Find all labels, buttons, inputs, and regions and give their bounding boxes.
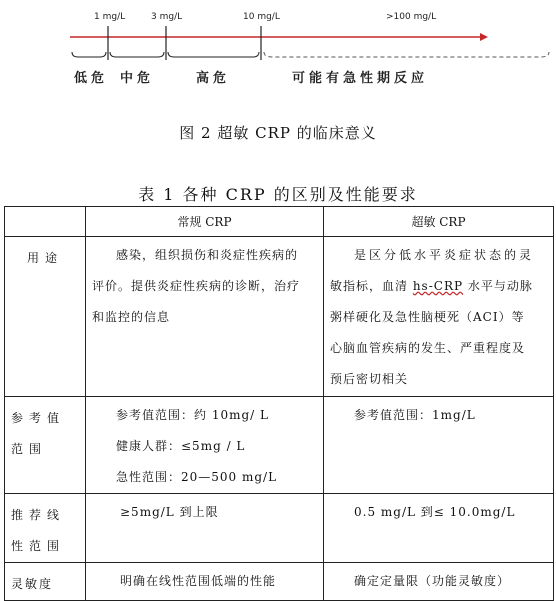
crp-comparison-table <box>4 206 554 601</box>
axis-arrowhead <box>480 33 488 41</box>
crp-risk-diagram <box>0 0 556 105</box>
cell-line: 确定定量限（功能灵敏度） <box>354 574 511 588</box>
cell-line: 感染，组织损伤和炎症性疾病的 <box>116 248 299 262</box>
regular-usage-cell <box>86 237 324 397</box>
hs-linear-cell <box>324 494 554 563</box>
tick-label-100mg: >100 mg/L <box>386 12 437 22</box>
tick-label-1mg: 1 mg/L <box>94 12 126 22</box>
brace-mid <box>110 52 164 57</box>
table-row <box>5 397 554 494</box>
cell-line: 和监控的信息 <box>92 310 171 324</box>
row-label-linear-range: 推荐线性范围 <box>5 494 86 563</box>
cell-line: 心脑血管疾病的发生、严重程度及 <box>330 341 526 355</box>
row-label-usage: 用途 <box>5 237 86 397</box>
header-regular-crp: 常规 CRP <box>86 207 324 237</box>
table-row <box>5 237 554 397</box>
header-hs-crp: 超敏 CRP <box>324 207 554 237</box>
header-empty <box>5 207 86 237</box>
figure-caption: 图 2 超敏 CRP 的临床意义 <box>179 124 377 142</box>
brace-acute <box>264 52 549 57</box>
tick-label-3mg: 3 mg/L <box>151 12 183 22</box>
regular-reference-cell <box>86 397 324 494</box>
table-row <box>5 494 554 563</box>
hs-crp-term: hs-CRP <box>412 279 464 293</box>
cell-line: 粥样硬化及急性脑梗死（ACI）等 <box>330 310 525 324</box>
zone-label-low: 低危 <box>74 71 109 86</box>
table-caption: 表 1 各种 CRP 的区别及性能要求 <box>138 185 418 204</box>
cell-line: 是区分低水平炎症状态的灵 <box>354 248 535 262</box>
table-header-row <box>5 207 554 237</box>
cell-line: 0.5 mg/L 到≤ 10.0mg/L <box>354 505 516 519</box>
cell-line: 明确在线性范围低端的性能 <box>120 574 277 588</box>
cell-line: 健康人群：≤5mg / L <box>116 439 246 453</box>
cell-line: 评价。提供炎症性疾病的诊断，治疗 <box>92 279 301 293</box>
cell-line <box>330 271 547 302</box>
regular-sensitivity-cell <box>86 563 324 601</box>
zone-label-acute: 可能有急性期反应 <box>292 71 429 86</box>
brace-high <box>168 52 259 57</box>
table-row <box>5 563 554 601</box>
cell-text-part: 敏指标，血清 <box>330 279 413 293</box>
row-label-sensitivity: 灵敏度 <box>5 563 86 601</box>
cell-line: 参考值范围：约 10mg/ L <box>116 408 269 422</box>
cell-line: ≥5mg/L 到上限 <box>120 505 219 519</box>
cell-text-part: 水平与动脉 <box>463 279 533 293</box>
hs-usage-cell <box>324 237 554 397</box>
cell-line: 预后密切相关 <box>330 372 409 386</box>
hs-reference-cell <box>324 397 554 494</box>
cell-line: 急性范围：20—500 mg/L <box>116 470 278 484</box>
brace-low <box>72 52 106 57</box>
zone-label-high: 高危 <box>196 71 231 86</box>
cell-line: 参考值范围：1mg/L <box>354 408 476 422</box>
tick-label-10mg: 10 mg/L <box>243 12 280 22</box>
zone-label-mid: 中危 <box>120 71 155 86</box>
hs-sensitivity-cell <box>324 563 554 601</box>
regular-linear-cell <box>86 494 324 563</box>
row-label-reference-range: 参考值范围 <box>5 397 86 494</box>
